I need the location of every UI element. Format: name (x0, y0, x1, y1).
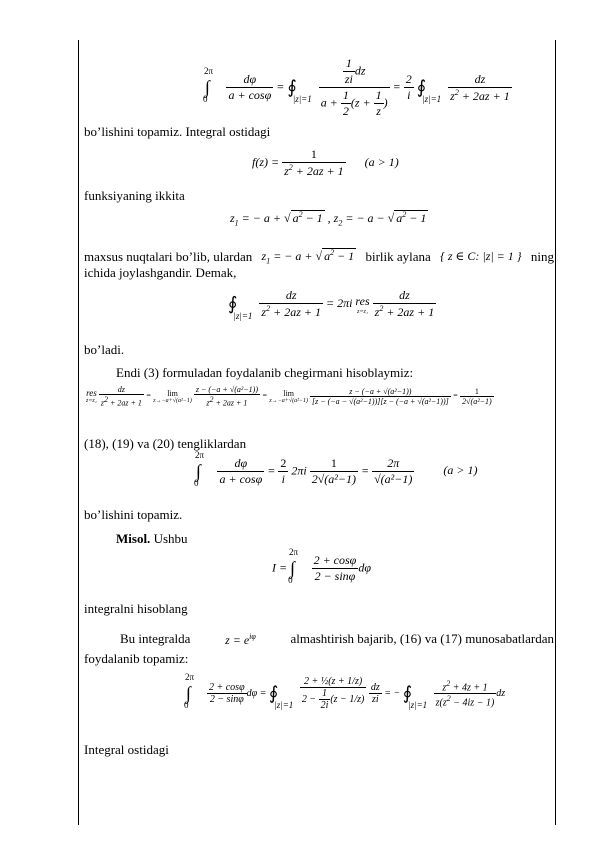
paragraph-1: bo’lishini topamiz. Integral ostidagi (84, 124, 271, 139)
formula-1: ∫$^{2\pi}_0$ $\frac{d\varphi}{a + \cos\varphi}$ = $∮_{|z|=1}$ $\frac{1}{zi}$ dz a + $\frac{1}{2}$ (z + $\frac{1}{z}$ ) = $\frac{2}{i}$ $∮_{|z|=1}$ $\frac{dz}{z^2 + 2az + 1}$ (202, 56, 510, 118)
example-label: Misol. (116, 531, 151, 546)
formula-7: I = ∫$^{2\pi}_0$ $\frac{2 + \cos\varphi}{2 - \sin\varphi}$ dφ (272, 547, 371, 586)
paragraph-13: Integral ostidagi (84, 742, 169, 757)
inline-formula-unit-circle: { z ∈ C: |z| = 1 } (440, 249, 522, 264)
inline-formula-substitution: $z = e^{i\varphi}$ (225, 632, 256, 647)
paragraph-11-text-b: almashtirish bajarib, (16) va (17) munosabatlardan (290, 631, 554, 646)
paragraph-6: Endi (3) formuladan foydalanib chegirmani hisoblaymiz: (116, 365, 414, 380)
formula-9: ∫2π0 $\frac{2 + \cos\varphi}{2 - \sin\varphi}$ dφ = ∮|z|=1 2 + ½(z + 1/z) 2 − $\frac{1}{2i}$ (z − 1/z) $\frac{dz}{zi}$ = − ∮|z|=1 $\frac{z^2 + 4z + 1}{z(z^2 - 4iz - 1)}$ dz (183, 671, 506, 711)
formula-2: f(z) = $\frac{1}{z^2 + 2az + 1}$ (a > 1) (252, 147, 399, 178)
paragraph-11 (84, 628, 554, 649)
paragraph-5: bo’ladi. (84, 342, 125, 357)
paragraph-9 (84, 530, 554, 547)
paragraph-10: integralni hisoblang (84, 601, 188, 616)
paragraph-3-text-a: maxsus nuqtalari bo’lib, ulardan (84, 249, 253, 265)
paragraph-3-text-b: birlik aylana (365, 249, 431, 265)
paragraph-11-text-a: Bu integralda (120, 631, 191, 646)
paragraph-2: funksiyaning ikkita (84, 188, 185, 203)
paragraph-7: (18), (19) va (20) tengliklardan (84, 436, 247, 451)
formula-5: res z=z₁ $\frac{dz}{z2 + 2az + 1}$ = lim z→−a+√(a²−1) $\frac{\text{z − (−a + √(a²−1))}}{z2 + 2az + 1}$ = lim z→−a+√(a²−1) $\frac{\text{z − (−a + √(a²−1))}}{\text{[z − (−a − √(a²−1))][z − (−a + √(a²−1))]}}$ = $\frac{1}{\text{2√(a²−1)}}$ (86, 385, 492, 408)
example-text: Ushbu (153, 531, 188, 546)
paragraph-4: ichida joylashgandir. Demak, (84, 265, 237, 280)
formula-3: $z_1$ = − a + √ $a^2 - 1$ , $z_2$ = − a − √ $a^2 - 1$ (230, 210, 427, 228)
paragraph-8: bo’lishini topamiz. (84, 507, 183, 522)
inline-formula-z1: $z_1$ = − a + √ $a^2 - 1$ (261, 248, 355, 266)
formula-4: $∮_{|z|=1}$ $\frac{dz}{z^2 + 2az + 1}$ = 2πi res z=z₁ $\frac{dz}{z^2 + 2az + 1}$ (228, 288, 435, 321)
formula-6: ∫$^{2\pi}_0$ $\frac{d\varphi}{a + \cos\varphi}$ = $\frac{2}{i}$ 2πi $\frac{1}{\text{2√(a²−1)}}$ = $\frac{2\pi}{\text{√(a²−1)}}$ (a > 1) (193, 450, 478, 489)
paragraph-12: foydalanib topamiz: (84, 651, 189, 666)
paragraph-3-text-c: ning (530, 249, 554, 265)
